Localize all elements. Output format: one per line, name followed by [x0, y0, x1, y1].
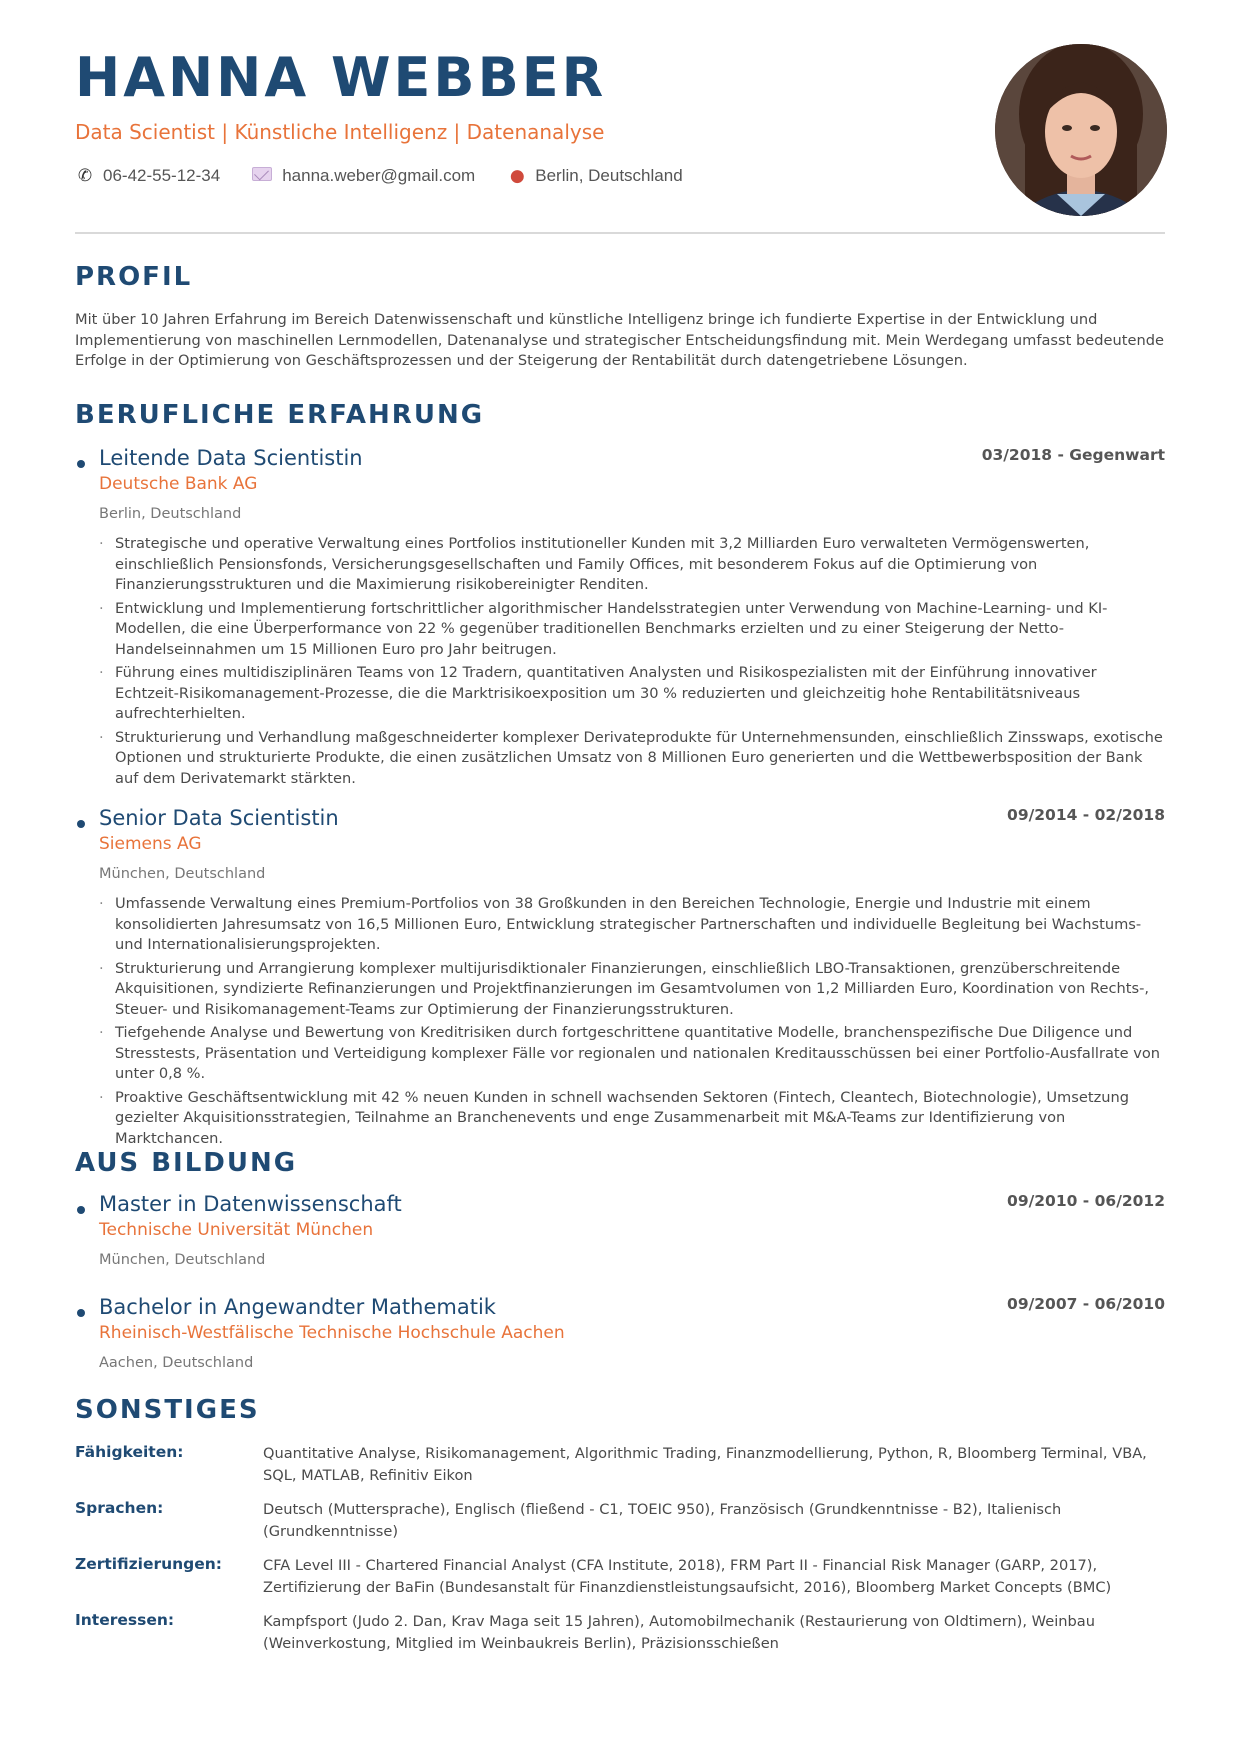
degree-title: Bachelor in Angewandter Mathematik: [99, 1295, 496, 1319]
school-name: Technische Universität München: [99, 1220, 374, 1240]
contact-phone: [75, 166, 220, 186]
email-address[interactable]: hanna.weber@gmail.com: [282, 166, 476, 185]
job-title: Leitende Data Scientistin: [99, 446, 363, 470]
school-name: Rheinisch-Westfälische Technische Hochschule Aachen: [99, 1323, 565, 1343]
education-dates: 09/2010 - 06/2012: [1007, 1192, 1165, 1210]
job-bullet: · Proaktive Geschäftsentwicklung mit 42 % neuen Kunden in schnell wachsenden Sektoren (Fintech, Cleantech, Biotechnologie), Umsetzung gezielter Akquisitionsstrategien, Teilnahme an Branchenevents und enge Zusammenarbeit mit M&A-Teams zur Identifizierung von Marktchancen.: [99, 1088, 1165, 1150]
job-dates: 09/2014 - 02/2018: [1007, 806, 1165, 824]
phone-icon: ✆: [77, 166, 93, 186]
headline: Data Scientist | Künstliche Intelligenz | Datenanalyse: [75, 120, 605, 144]
job-title: Senior Data Scientistin: [99, 806, 339, 830]
job-bullet: · Strategische und operative Verwaltung eines Portfolios institutioneller Kunden mit 3,2 Milliarden Euro verwalteten Vermögenswerten, einschließlich Pensionsfonds, Versicherungsgesellschaften und Family Offices, mit besonderem Fokus auf die Optimierung von Finanzierungsstrukturen und die Maximierung risikobereinigter Renditen.: [99, 534, 1165, 596]
job-bullets: [99, 534, 1165, 792]
bullet-dot: [77, 1309, 85, 1317]
misc-label: Interessen:: [75, 1611, 175, 1629]
misc-label: Sprachen:: [75, 1499, 164, 1517]
profile-text: Mit über 10 Jahren Erfahrung im Bereich Datenwissenschaft und künstliche Intelligenz bringe ich fundierte Expertise in der Entwicklung und Implementierung von maschinellen Lernmodellen, Datenanalyse und strategischer Entscheidungsfindung mit. Mein Werdegang umfasst bedeutende Erfolge in der Optimierung von Geschäftsprozessen und der Steigerung der Rentabilität durch datengetriebene Lösungen.: [75, 311, 1164, 369]
school-location: München, Deutschland: [99, 1252, 266, 1268]
resume-page: [75, 0, 1165, 1754]
job-bullet: · Strukturierung und Verhandlung maßgeschneiderter komplexer Derivateprodukte für Unternehmensunden, einschließlich Zinsswaps, exotische Optionen und strukturierte Produkte, die einen zusätzlichen Umsatz von 8 Millionen Euro generierten und die Wettbewerbsposition der Bank auf dem Derivatemarkt stärkten.: [99, 728, 1165, 790]
job-bullet: · Strukturierung und Arrangierung komplexer multijurisdiktionaler Finanzierungen, einschließlich LBO-Transaktionen, grenzüberschreitende Akquisitionen, syndizierte Refinanzierungen und Projektfinanzierungen im Gesamtvolumen von 1,2 Milliarden Euro, Koordination von Rechts-, Steuer- und Risikomanagement-Teams zur Optimierung der Finanzierungsstrukturen.: [99, 959, 1165, 1021]
section-title-misc: SONSTIGES: [75, 1395, 260, 1425]
contact-location: [507, 166, 682, 186]
job-company: Siemens AG: [99, 834, 202, 854]
job-bullet: · Umfassende Verwaltung eines Premium-Portfolios von 38 Großkunden in den Bereichen Technologie, Energie und Industrie mit einem konsolidierten Jahresumsatz von 16,5 Millionen Euro, Entwicklung strategischer Partnerschaften und individuelle Begleitung bei Wachstums- und Internationalisierungsprojekten.: [99, 894, 1165, 956]
mail-icon: [252, 166, 272, 186]
pin-icon: ●: [509, 166, 525, 186]
bullet-dot: [77, 820, 85, 828]
header-divider: [75, 232, 1165, 234]
contact-bar: [75, 166, 715, 186]
candidate-name: HANNA WEBBER: [75, 46, 607, 109]
misc-row-skills: [75, 1443, 1165, 1486]
misc-label: Zertifizierungen:: [75, 1555, 223, 1573]
location-text: Berlin, Deutschland: [535, 166, 683, 185]
job-bullet: · Entwicklung und Implementierung fortschrittlicher algorithmischer Handelsstrategien unter Verwendung von Machine-Learning- und KI-Modellen, die eine Überperformance von 22 % gegenüber traditionellen Benchmarks erzielten und zu einer Steigerung der Netto-Handelseinnahmen um 15 Millionen Euro pro Jahr beitrugen.: [99, 599, 1165, 661]
section-title-profile: PROFIL: [75, 262, 193, 292]
misc-value: Kampfsport (Judo 2. Dan, Krav Maga seit 15 Jahren), Automobilmechanik (Restaurierung von Oldtimern), Weinbau (Weinverkostung, Mitglied im Weinbaukreis Berlin), Präzisionsschießen: [263, 1613, 1095, 1652]
bullet-dot: [77, 460, 85, 468]
job-company: Deutsche Bank AG: [99, 474, 258, 494]
misc-row-languages: [75, 1499, 1165, 1542]
misc-table: [75, 1443, 1165, 1667]
misc-row-certifications: [75, 1555, 1165, 1598]
misc-label: Fähigkeiten:: [75, 1443, 184, 1461]
misc-value: Deutsch (Muttersprache), Englisch (fließend - C1, TOEIC 950), Französisch (Grundkenntnisse - B2), Italienisch (Grundkenntnisse): [263, 1501, 1062, 1540]
education-dates: 09/2007 - 06/2010: [1007, 1295, 1165, 1313]
contact-email: [252, 166, 475, 186]
section-title-education: AUS BILDUNG: [75, 1148, 298, 1178]
misc-row-interests: [75, 1611, 1165, 1654]
job-bullet: · Tiefgehende Analyse und Bewertung von Kreditrisiken durch fortgeschrittene quantitative Modelle, branchenspezifische Due Diligence und Stresstests, Präsentation und Verteidigung komplexer Fälle vor regionalen und nationalen Kreditausschüssen bei einer Portfolio-Ausfallrate von unter 0,8 %.: [99, 1023, 1165, 1085]
misc-value: CFA Level III - Chartered Financial Analyst (CFA Institute, 2018), FRM Part II - Financial Risk Manager (GARP, 2017), Zertifizierung der BaFin (Bundesanstalt für Finanzdienstleistungsaufsicht, 2016), Bloomberg Market Concepts (BMC): [263, 1557, 1112, 1596]
degree-title: Master in Datenwissenschaft: [99, 1192, 402, 1216]
job-bullets: [99, 894, 1165, 1152]
job-bullet: · Führung eines multidisziplinären Teams von 12 Tradern, quantitativen Analysten und Risikospezialisten mit der Einführung innovativer Echtzeit-Risikomanagement-Prozesse, die die Marktrisikoexposition um 30 % reduzierten und gleichzeitig hohe Rentabilitätsniveaus aufrechterhielten.: [99, 663, 1165, 725]
misc-value: Quantitative Analyse, Risikomanagement, Algorithmic Trading, Finanzmodellierung, Python, R, Bloomberg Terminal, VBA, SQL, MATLAB, Refinitiv Eikon: [263, 1445, 1147, 1484]
phone-number: 06-42-55-12-34: [103, 166, 221, 185]
school-location: Aachen, Deutschland: [99, 1355, 254, 1371]
section-title-experience: BERUFLICHE ERFAHRUNG: [75, 400, 485, 430]
profile-photo: [995, 44, 1167, 216]
job-location: Berlin, Deutschland: [99, 506, 242, 522]
job-dates: 03/2018 - Gegenwart: [981, 446, 1165, 464]
bullet-dot: [77, 1206, 85, 1214]
job-location: München, Deutschland: [99, 866, 266, 882]
